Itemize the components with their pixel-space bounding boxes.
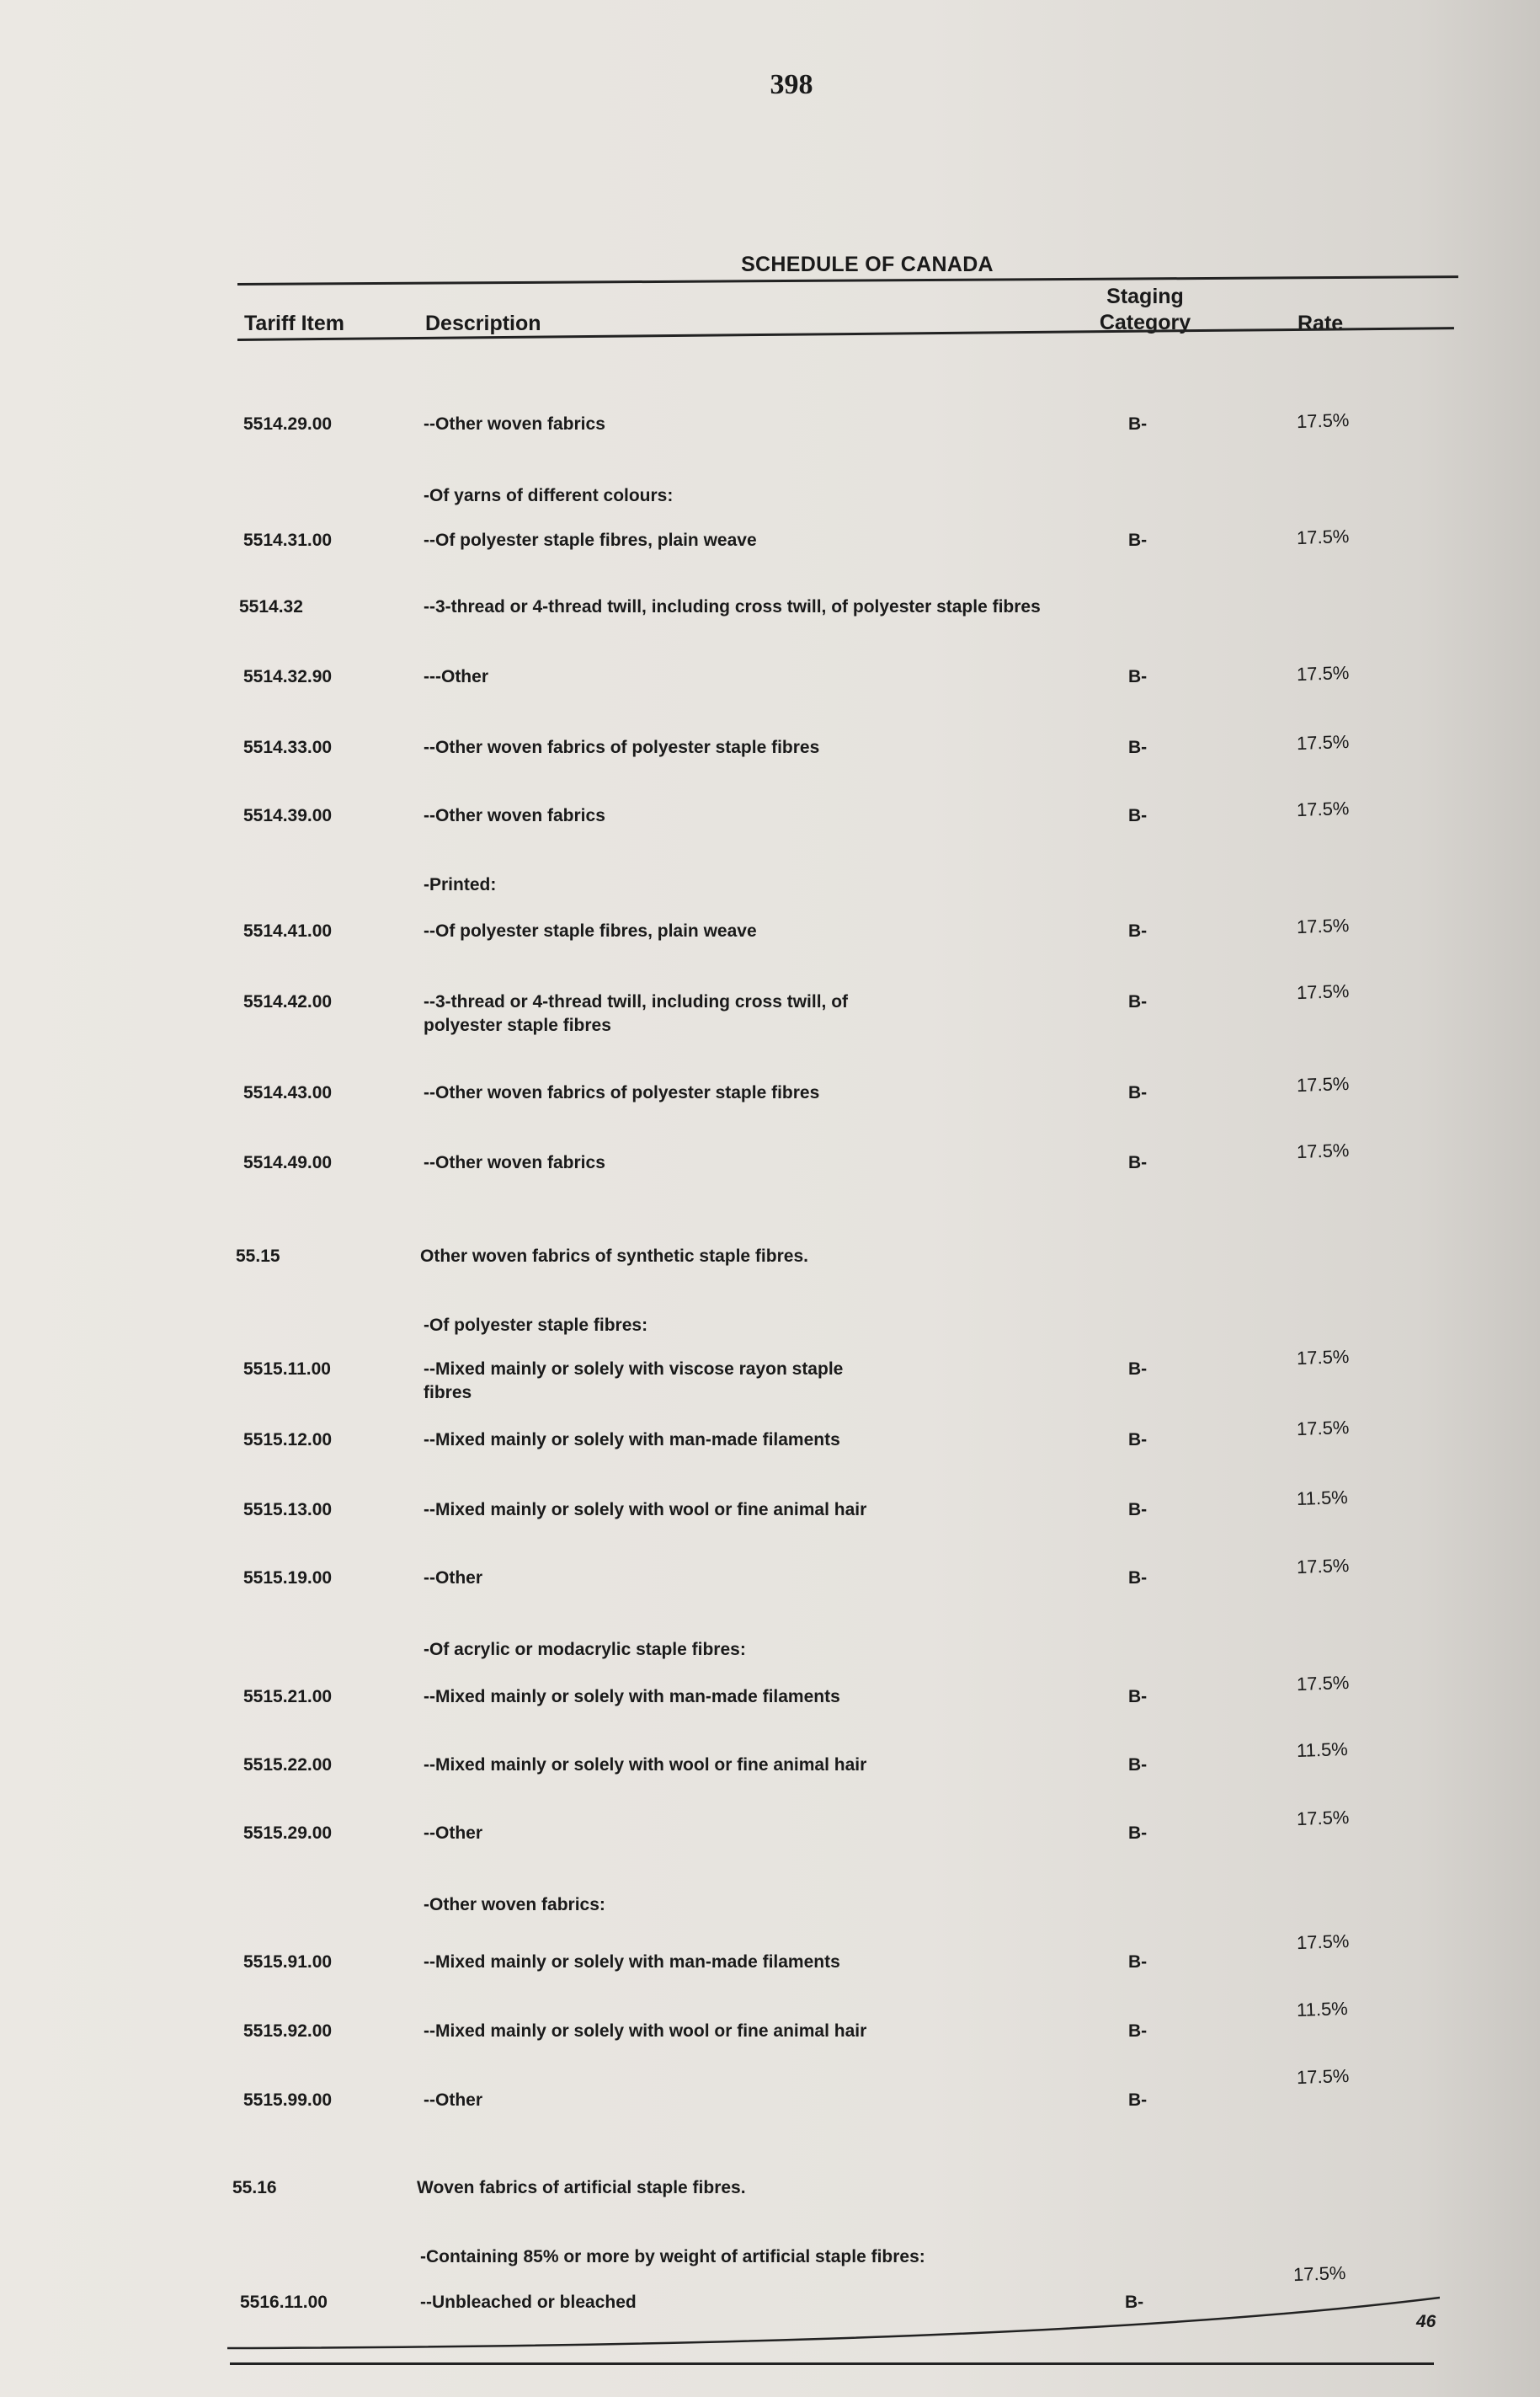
description-cell: -Containing 85% or more by weight of artificial staple fibres:	[420, 2247, 925, 2266]
staging-category-cell: B-	[1128, 1952, 1148, 1972]
tariff-item-cell: 5515.13.00	[243, 1500, 333, 1519]
tariff-item-cell: 5515.19.00	[243, 1568, 333, 1588]
staging-category-cell: B-	[1128, 1083, 1148, 1102]
description-cell: --3-thread or 4-thread twill, including cross twill, of polyester staple fibres	[424, 992, 849, 1035]
rate-cell: 17.5%	[1292, 2261, 1346, 2286]
rate-cell: 17.5%	[1296, 914, 1350, 938]
tariff-item-cell: 5515.21.00	[243, 1687, 333, 1706]
staging-category-cell: B-	[1128, 414, 1148, 434]
description-cell: --Unbleached or bleached	[420, 2293, 637, 2312]
footer-page-number: 46	[1416, 2312, 1436, 2331]
tariff-item-cell: 5515.92.00	[243, 2021, 333, 2041]
description-cell: --Other woven fabrics	[424, 414, 605, 434]
staging-category-cell: B-	[1125, 2293, 1144, 2312]
description-cell: --Mixed mainly or solely with man-made filaments	[424, 1687, 840, 1706]
staging-category-cell: B-	[1128, 992, 1148, 1012]
rate-cell: 17.5%	[1296, 797, 1350, 821]
description-cell: --Other	[424, 1568, 482, 1588]
description-cell: --Of polyester staple fibres, plain weave	[424, 921, 757, 941]
description-cell: --Of polyester staple fibres, plain weave	[424, 531, 757, 550]
tariff-item-cell: 5515.29.00	[243, 1823, 333, 1843]
staging-category-cell: B-	[1128, 1755, 1148, 1775]
tariff-item-cell: 5514.29.00	[243, 414, 333, 434]
rate-cell: 17.5%	[1296, 1416, 1350, 1440]
staging-category-cell: B-	[1128, 1359, 1148, 1379]
description-cell: --Mixed mainly or solely with wool or fine animal hair	[424, 2021, 867, 2041]
page-number: 398	[770, 69, 813, 100]
tariff-item-cell: 5515.91.00	[243, 1952, 333, 1972]
description-cell: --Other woven fabrics of polyester staple fibres	[424, 1083, 820, 1102]
description-cell: -Of acrylic or modacrylic staple fibres:	[424, 1640, 746, 1659]
column-header-rate: Rate	[1298, 312, 1344, 335]
staging-category-cell: B-	[1128, 531, 1148, 550]
rate-cell: 17.5%	[1296, 1806, 1350, 1830]
rate-cell: 17.5%	[1296, 1554, 1350, 1578]
rate-cell: 17.5%	[1296, 1139, 1350, 1163]
description-cell: -Printed:	[424, 875, 497, 894]
description-cell: ---Other	[424, 667, 488, 686]
tariff-item-cell: 5514.42.00	[243, 992, 333, 1012]
description-cell: --3-thread or 4-thread twill, including cross twill, of polyester staple fibres	[424, 597, 1041, 617]
description-cell: --Other woven fabrics	[424, 1153, 605, 1172]
footer-rule	[230, 2362, 1434, 2365]
description-cell: --Other woven fabrics of polyester staple fibres	[424, 738, 820, 757]
staging-category-cell: B-	[1128, 921, 1148, 941]
rate-cell: 11.5%	[1296, 1997, 1349, 2021]
staging-category-cell: B-	[1128, 1153, 1148, 1172]
description-cell: --Mixed mainly or solely with man-made filaments	[424, 1952, 840, 1972]
tariff-item-cell: 5514.33.00	[243, 738, 333, 757]
tariff-item-cell: 5515.99.00	[243, 2090, 333, 2110]
column-header-staging-category: Staging Category	[1099, 285, 1191, 334]
rate-cell: 17.5%	[1296, 661, 1350, 686]
staging-category-cell: B-	[1128, 738, 1148, 757]
tariff-item-cell: 55.16	[232, 2178, 277, 2197]
tariff-item-cell: 5514.43.00	[243, 1083, 333, 1102]
staging-category-cell: B-	[1128, 1823, 1148, 1843]
rate-cell: 17.5%	[1296, 525, 1350, 549]
description-cell: --Mixed mainly or solely with man-made filaments	[424, 1430, 840, 1449]
tariff-item-cell: 5514.31.00	[243, 531, 333, 550]
tariff-item-cell: 5515.22.00	[243, 1755, 333, 1775]
rate-cell: 17.5%	[1296, 730, 1350, 755]
description-cell: --Other woven fabrics	[424, 806, 605, 825]
page-curl-line	[227, 2274, 1440, 2367]
staging-category-cell: B-	[1128, 806, 1148, 825]
rate-cell: 17.5%	[1296, 1345, 1350, 1369]
staging-category-cell: B-	[1128, 1500, 1148, 1519]
tariff-item-cell: 5514.39.00	[243, 806, 333, 825]
staging-category-cell: B-	[1128, 2021, 1148, 2041]
description-cell: -Other woven fabrics:	[424, 1895, 605, 1914]
tariff-item-cell: 5515.11.00	[243, 1359, 331, 1379]
description-cell: Other woven fabrics of synthetic staple fibres.	[420, 1247, 808, 1266]
description-cell: --Other	[424, 1823, 482, 1843]
rate-cell: 17.5%	[1296, 408, 1350, 433]
staging-category-cell: B-	[1128, 1568, 1148, 1588]
description-cell: -Of yarns of different colours:	[424, 486, 674, 505]
description-cell: --Mixed mainly or solely with wool or fine animal hair	[424, 1755, 867, 1775]
schedule-title: SCHEDULE OF CANADA	[741, 253, 994, 276]
staging-category-cell: B-	[1128, 1687, 1148, 1706]
staging-category-cell: B-	[1128, 2090, 1148, 2110]
staging-category-cell: B-	[1128, 1430, 1148, 1449]
column-header-tariff-item: Tariff Item	[244, 312, 344, 335]
tariff-item-cell: 5514.32	[239, 597, 303, 617]
rate-cell: 11.5%	[1296, 1486, 1349, 1510]
rate-cell: 17.5%	[1296, 2064, 1350, 2089]
description-cell: -Of polyester staple fibres:	[424, 1316, 648, 1335]
rate-cell: 17.5%	[1296, 1930, 1350, 1954]
description-cell: --Other	[424, 2090, 482, 2110]
rate-cell: 17.5%	[1296, 980, 1350, 1004]
tariff-item-cell: 55.15	[236, 1247, 280, 1266]
rate-cell: 17.5%	[1296, 1671, 1350, 1695]
tariff-item-cell: 5514.41.00	[243, 921, 333, 941]
header-bottom-rule	[237, 327, 1454, 341]
description-cell: --Mixed mainly or solely with wool or fine animal hair	[424, 1500, 867, 1519]
tariff-item-cell: 5514.32.90	[243, 667, 333, 686]
column-header-description: Description	[425, 312, 541, 335]
tariff-item-cell: 5514.49.00	[243, 1153, 333, 1172]
rate-cell: 11.5%	[1296, 1738, 1349, 1762]
tariff-item-cell: 5516.11.00	[240, 2293, 328, 2312]
staging-category-cell: B-	[1128, 667, 1148, 686]
rate-cell: 17.5%	[1296, 1072, 1350, 1097]
description-cell: Woven fabrics of artificial staple fibres.	[417, 2178, 746, 2197]
description-cell: --Mixed mainly or solely with viscose rayon staple fibres	[424, 1359, 844, 1402]
tariff-item-cell: 5515.12.00	[243, 1430, 333, 1449]
